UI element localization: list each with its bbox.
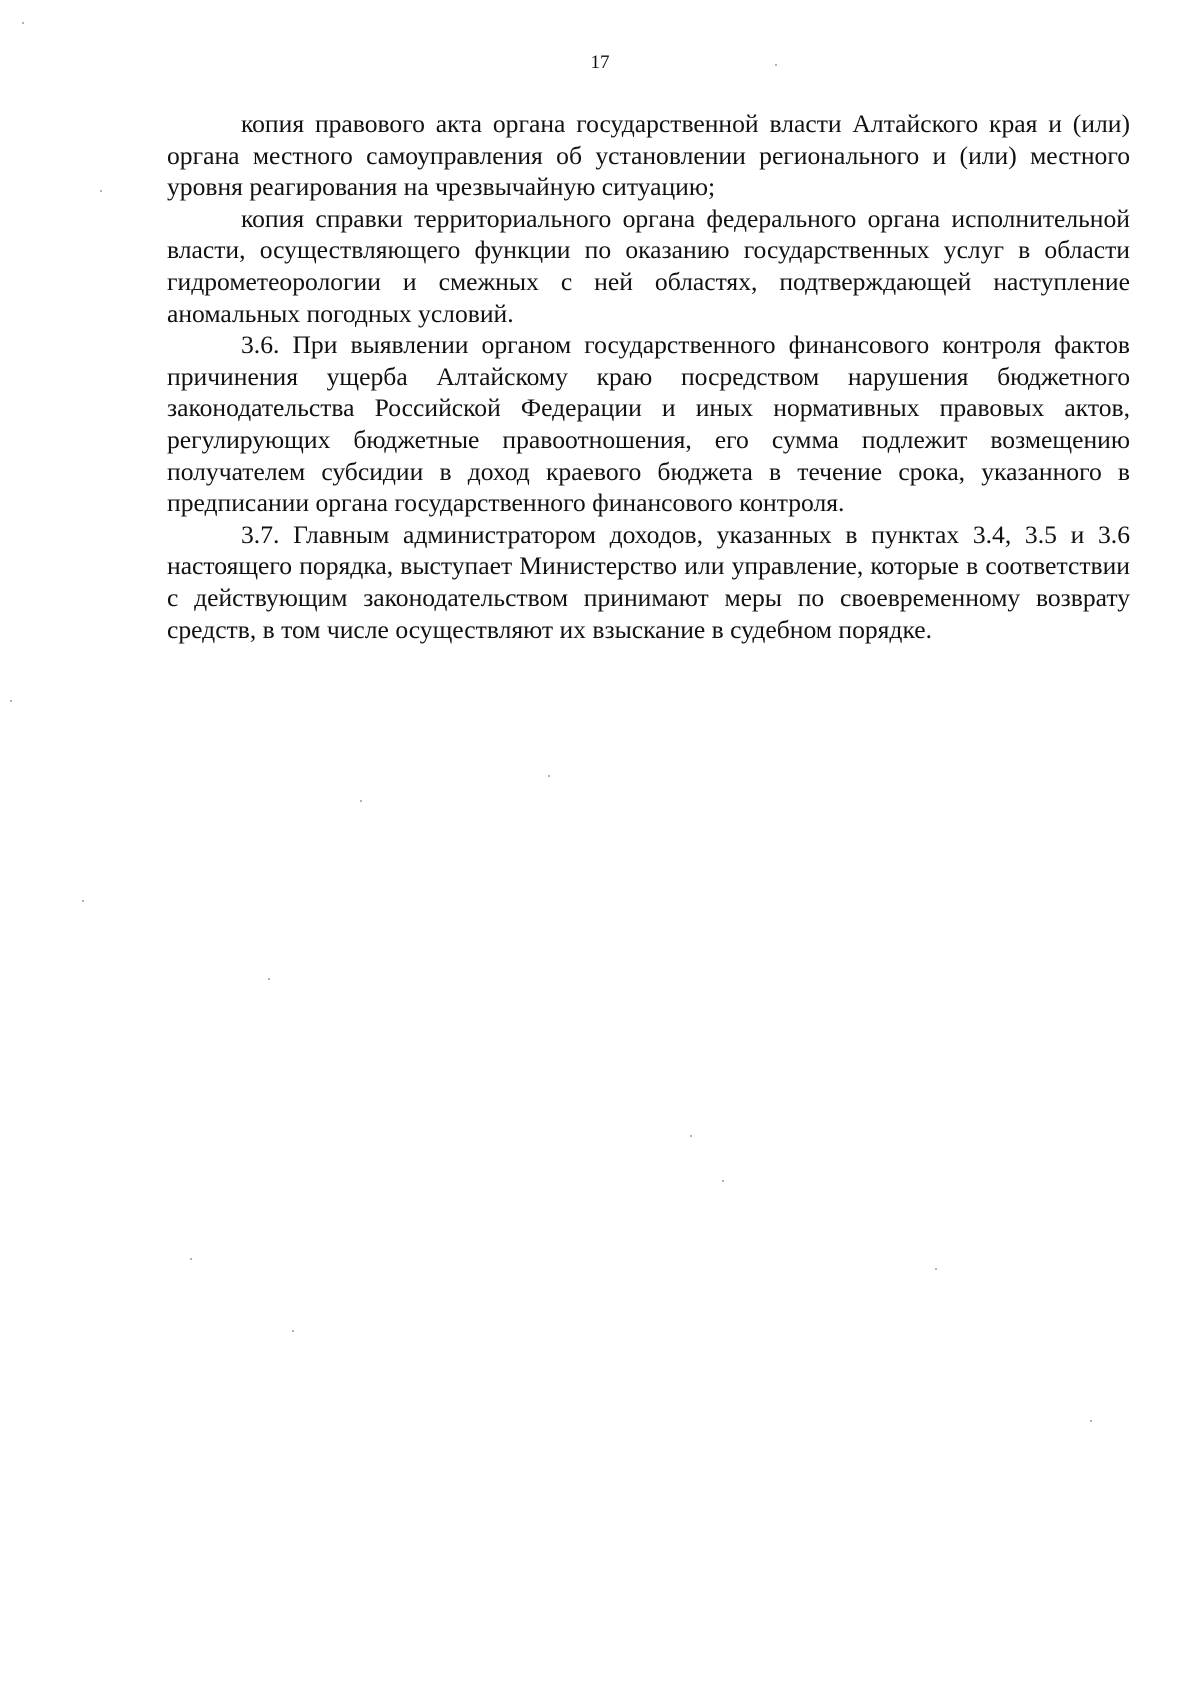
- scan-speck: [292, 1330, 294, 1332]
- scan-speck: [22, 22, 24, 24]
- scan-speck: [548, 775, 550, 777]
- scan-speck: [10, 700, 12, 702]
- scan-speck: [1090, 1420, 1092, 1422]
- document-body: [167, 108, 1130, 645]
- page-number: 17: [590, 52, 610, 73]
- scan-speck: [100, 190, 102, 192]
- scan-speck: [690, 1135, 692, 1137]
- paragraph-weather-certificate-copy: копия справки территориального органа федерального органа исполнительной власти, осуществляющего функции по оказанию государственных услуг в области гидрометеорологии и смежных с ней областях, подтверждающей наступление аномальных погодных условий.: [167, 203, 1130, 328]
- scan-speck: [360, 800, 362, 802]
- scan-speck: [722, 1180, 724, 1182]
- scan-speck: [82, 900, 84, 902]
- scan-speck: [775, 64, 777, 66]
- scan-speck: [935, 1268, 937, 1270]
- paragraph-3-7: 3.7. Главным администратором доходов, указанных в пунктах 3.4, 3.5 и 3.6 настоящего порядка, выступает Министерство или управление, которые в соответствии с действующим законодательством принимают меры по своевременному возврату средств, в том числе осуществляют их взыскание в судебном порядке.: [167, 519, 1130, 644]
- scan-speck: [268, 978, 270, 980]
- paragraph-3-6: 3.6. При выявлении органом государственного финансового контроля фактов причинения ущерба Алтайскому краю посредством нарушения бюджетного законодательства Российской Федерации и иных нормативных правовых актов, регулирующих бюджетные правоотношения, его сумма подлежит возмещению получателем субсидии в доход краевого бюджета в течение срока, указанного в предписании органа государственного финансового контроля.: [167, 330, 1130, 518]
- paragraph-legal-act-copy: копия правового акта органа государственной власти Алтайского края и (или) органа местного самоуправления об установлении регионального и (или) местного уровня реагирования на чрезвычайную ситуацию;: [167, 109, 1130, 202]
- scan-speck: [190, 1258, 192, 1260]
